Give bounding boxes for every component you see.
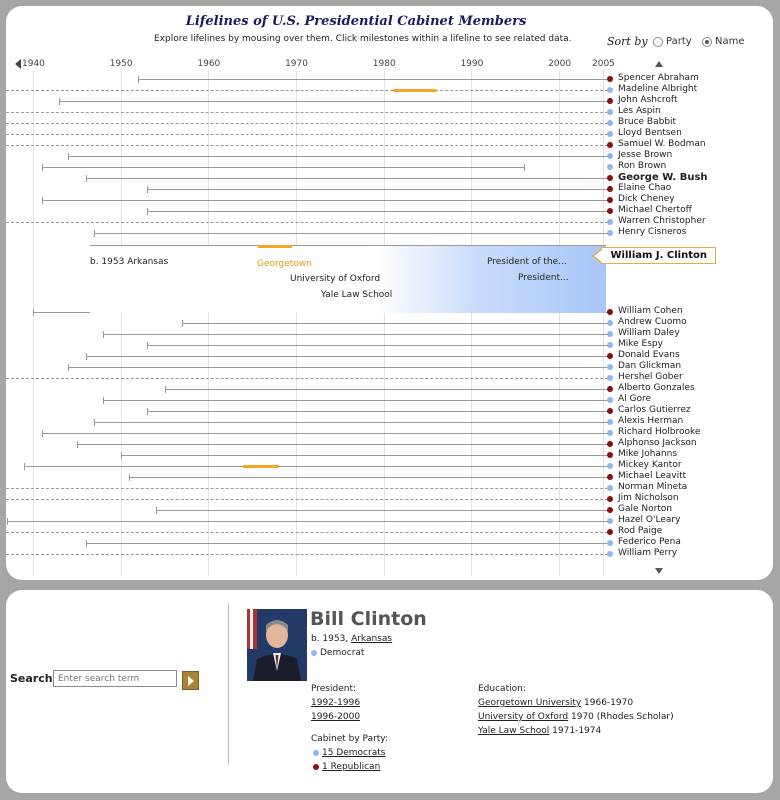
milestone-georgetown[interactable]: Georgetown (257, 259, 312, 269)
democrat-dot-icon (607, 153, 613, 159)
divider (228, 604, 229, 764)
lifeline-start-tick (86, 175, 87, 182)
portrait-photo (247, 609, 307, 681)
member-name-label[interactable]: Madeline Albright (618, 84, 698, 94)
lifeline-start-tick (165, 386, 166, 393)
republican-dot-icon (607, 142, 613, 148)
lifeline[interactable] (42, 200, 608, 201)
lifeline[interactable] (86, 356, 608, 357)
lifeline[interactable] (94, 422, 608, 423)
search-input[interactable] (53, 670, 177, 687)
member-name-label[interactable]: Mike Espy (618, 339, 663, 349)
year-label: 1960 (197, 59, 221, 69)
lifeline-start-tick (103, 331, 104, 338)
member-name-label[interactable]: Samuel W. Bodman (618, 139, 706, 149)
lifeline-start-tick (147, 186, 148, 193)
cabinet-republicans (313, 762, 380, 772)
lifeline-start-tick (86, 353, 87, 360)
republican-dot-icon (607, 474, 613, 480)
president-term-link[interactable]: 1996-2000 (311, 712, 361, 722)
member-name-label[interactable]: Hershel Gober (618, 372, 683, 382)
year-label: 2000 (548, 59, 572, 69)
member-name-label[interactable]: William Cohen (618, 306, 683, 316)
school-link[interactable]: Yale Law School (478, 726, 550, 736)
member-name-label[interactable]: Alphonso Jackson (618, 438, 697, 448)
year-label: 1980 (372, 59, 396, 69)
republican-dot-icon (607, 309, 613, 315)
lifeline-dashed[interactable] (6, 123, 608, 124)
democrat-dot-icon (607, 120, 613, 126)
lifeline-start-tick (42, 430, 43, 437)
lifeline[interactable] (182, 323, 608, 324)
lifeline-start-tick (68, 364, 69, 371)
member-name-label[interactable]: Jesse Brown (618, 150, 673, 160)
republican-dot-icon (607, 386, 613, 392)
member-name-label[interactable]: Donald Evans (618, 350, 680, 360)
cabinet-republicans-link[interactable]: 1 Republican (322, 762, 381, 772)
year-gridline (33, 71, 34, 576)
republican-dot-icon (607, 197, 613, 203)
democrat-dot-icon (607, 419, 613, 425)
lifeline[interactable] (129, 477, 608, 478)
democrat-dot-icon (607, 331, 613, 337)
lifeline[interactable] (103, 334, 608, 335)
democrat-dot-icon (607, 230, 613, 236)
democrat-dot-icon (607, 342, 613, 348)
member-name-label[interactable]: Dick Cheney (618, 194, 675, 204)
member-name: Bill Clinton (310, 608, 427, 630)
sort-label: Sort by (607, 35, 648, 48)
lifeline-start-tick (138, 76, 139, 83)
lifeline[interactable] (68, 156, 608, 157)
lifeline-start-tick (147, 342, 148, 349)
lifeline[interactable] (94, 233, 608, 234)
milestone-yale[interactable]: Yale Law School (321, 290, 393, 300)
milestone-highlight[interactable] (243, 465, 278, 468)
selected-member-callout[interactable]: William J. Clinton (601, 247, 716, 264)
lifeline[interactable] (77, 444, 608, 445)
member-name-label[interactable]: Michael Leavitt (618, 471, 687, 481)
member-name-label[interactable]: Alberto Gonzales (618, 383, 695, 393)
democrat-dot-icon (607, 364, 613, 370)
member-name-label[interactable]: Hazel O'Leary (618, 515, 681, 525)
milestone-oxford[interactable]: University of Oxford (290, 274, 381, 284)
member-name-label[interactable]: Jim Nicholson (618, 493, 679, 503)
lifeline[interactable] (147, 189, 608, 190)
milestone-president-2[interactable]: President... (518, 273, 569, 283)
republican-dot-icon (607, 408, 613, 414)
member-name-label[interactable]: Dan Glickman (618, 361, 682, 371)
member-name-label[interactable]: Spencer Abraham (618, 73, 699, 83)
lifeline[interactable] (138, 79, 608, 80)
lifeline-dashed[interactable] (6, 378, 608, 379)
year-label: 1970 (285, 59, 308, 69)
president-term-link[interactable]: 1992-1996 (311, 698, 361, 708)
details-panel (6, 590, 773, 793)
party-info: Democrat (311, 648, 364, 658)
lifeline[interactable] (86, 178, 608, 179)
cabinet-heading: Cabinet by Party: (311, 734, 389, 744)
democrat-dot-icon (607, 397, 613, 403)
lifeline-start-tick (94, 419, 95, 426)
lifeline-start-tick (59, 98, 60, 105)
lifeline-start-tick (68, 153, 69, 160)
member-name-label[interactable]: Alexis Herman (618, 416, 684, 426)
year-label: 1950 (109, 59, 133, 69)
member-name-label[interactable]: Richard Holbrooke (618, 427, 701, 437)
lifeline-dashed[interactable] (6, 145, 608, 146)
member-name-label[interactable]: Michael Chertoff (618, 205, 692, 215)
education-item: Georgetown University 1966-1970 (478, 698, 634, 708)
lifeline[interactable] (24, 466, 608, 467)
lifeline[interactable] (147, 211, 608, 212)
member-name-label[interactable]: Warren Christopher (618, 216, 706, 226)
lifeline-start-tick (24, 463, 25, 470)
lifeline[interactable] (121, 455, 608, 456)
lifeline[interactable] (42, 167, 524, 168)
republican-dot-icon (607, 76, 613, 82)
democrat-dot-icon (607, 485, 613, 491)
lifeline-dashed[interactable] (6, 90, 608, 91)
lifeline[interactable] (147, 411, 608, 412)
republican-dot-icon (607, 452, 613, 458)
republican-dot-icon (607, 496, 613, 502)
member-name-label[interactable]: Bruce Babbit (618, 117, 677, 127)
lifeline-start-tick (7, 518, 8, 525)
lifeline-start-tick (42, 164, 43, 171)
school-link[interactable]: Georgetown University (478, 698, 582, 708)
milestone-highlight[interactable] (393, 89, 437, 92)
year-label: 1990 (460, 59, 484, 69)
member-name-label[interactable]: Ron Brown (618, 161, 667, 171)
lifeline-start-tick (156, 507, 157, 514)
lifeline[interactable] (147, 345, 608, 346)
democrat-dot-icon (607, 430, 613, 436)
search-button[interactable] (182, 671, 199, 690)
timeline-panel (6, 6, 773, 580)
birthplace-link[interactable]: Arkansas (351, 634, 393, 644)
instructions: Explore lifelines by mousing over them. Click milestones within a lifeline to see related data. (154, 34, 572, 44)
member-name-label[interactable]: William Daley (618, 328, 680, 338)
lifeline-end-tick (524, 164, 525, 171)
lifeline-dashed[interactable] (6, 112, 608, 113)
democrat-dot-icon (313, 750, 319, 756)
democrat-dot-icon (607, 219, 613, 225)
lifeline-start-tick (77, 441, 78, 448)
lifeline[interactable] (86, 543, 608, 544)
school-link[interactable]: University of Oxford (478, 712, 569, 722)
milestone-bar[interactable] (258, 245, 292, 248)
member-name-label[interactable]: Al Gore (618, 394, 652, 404)
lifeline-dashed[interactable] (6, 134, 608, 135)
lifeline-dashed[interactable] (6, 532, 608, 533)
member-name-label[interactable]: Elaine Chao (618, 183, 672, 193)
lifeline-start-tick (86, 540, 87, 547)
year-gridline (121, 71, 122, 576)
member-name-label[interactable]: Mickey Kantor (618, 460, 682, 470)
education-item: Yale Law School 1971-1974 (478, 726, 602, 736)
democrat-dot-icon (311, 650, 317, 656)
callout-pointer-inner (594, 250, 602, 262)
member-name-label[interactable]: Andrew Cuomo (618, 317, 687, 327)
member-name-label[interactable]: Norman Mineta (618, 482, 688, 492)
lifeline-dashed[interactable] (6, 554, 608, 555)
democrat-dot-icon (607, 109, 613, 115)
lifeline[interactable] (42, 433, 608, 434)
cabinet-democrats-link[interactable]: 15 Democrats (322, 748, 386, 758)
birth-info: b. 1953, Arkansas (311, 634, 393, 644)
member-name-label[interactable]: Carlos Gutierrez (618, 405, 691, 415)
republican-dot-icon (607, 353, 613, 359)
member-name-label[interactable]: Rod Paige (618, 526, 663, 536)
member-name-label[interactable]: Les Aspin (618, 106, 661, 116)
lifeline-dashed[interactable] (6, 222, 608, 223)
lifeline[interactable] (103, 400, 608, 401)
member-name-label[interactable]: George W. Bush (618, 172, 708, 183)
search-label: Search (10, 672, 53, 685)
cabinet-democrats (313, 748, 385, 758)
lifeline[interactable] (7, 521, 608, 522)
republican-dot-icon (607, 529, 613, 535)
republican-dot-icon (607, 186, 613, 192)
republican-dot-icon (607, 208, 613, 214)
republican-dot-icon (313, 764, 319, 770)
democrat-dot-icon (607, 375, 613, 381)
president-heading: President: (311, 684, 357, 694)
sort-party-radio[interactable]: Party (653, 36, 692, 47)
lifeline-dashed[interactable] (6, 488, 608, 489)
member-name-label[interactable]: Gale Norton (618, 504, 673, 514)
democrat-dot-icon (607, 463, 613, 469)
arrow-right-icon (188, 676, 194, 686)
lifeline-start-tick (103, 397, 104, 404)
lifeline-start-tick (182, 320, 183, 327)
expanded-lifeline[interactable] (6, 245, 606, 312)
lifeline-start-tick (147, 208, 148, 215)
lifeline-dashed[interactable] (6, 499, 608, 500)
democrat-dot-icon (607, 131, 613, 137)
lifeline[interactable] (68, 367, 608, 368)
member-name-label[interactable]: John Ashcroft (618, 95, 678, 105)
lifeline[interactable] (165, 389, 608, 390)
democrat-dot-icon (607, 540, 613, 546)
democrat-dot-icon (607, 87, 613, 93)
milestone-president-1[interactable]: President of the... (487, 257, 567, 267)
republican-dot-icon (607, 175, 613, 181)
republican-dot-icon (607, 441, 613, 447)
democrat-dot-icon (607, 164, 613, 170)
education-item: University of Oxford 1970 (Rhodes Scholar) (478, 712, 674, 722)
page-title: Lifelines of U.S. Presidential Cabinet Members (185, 14, 527, 29)
republican-dot-icon (607, 98, 613, 104)
sort-name-radio[interactable]: Name (702, 36, 745, 47)
member-name-label[interactable]: William Perry (618, 548, 678, 558)
member-name-label[interactable]: Mike Johanns (618, 449, 678, 459)
education-heading: Education: (478, 684, 526, 694)
republican-dot-icon (607, 507, 613, 513)
democrat-dot-icon (607, 518, 613, 524)
lifeline-start-tick (129, 474, 130, 481)
lifeline-start-tick (94, 230, 95, 237)
member-name-label[interactable]: Federico Pena (618, 537, 681, 547)
lifeline[interactable] (156, 510, 608, 511)
member-name-label[interactable]: Henry Cisneros (618, 227, 687, 237)
lifeline-start-tick (121, 452, 122, 459)
democrat-dot-icon (607, 551, 613, 557)
democrat-dot-icon (607, 320, 613, 326)
year-label: 1940 (22, 59, 45, 69)
lifeline[interactable] (59, 101, 608, 102)
year-label: 2005 (592, 59, 615, 69)
birth-label: b. 1953 Arkansas (90, 257, 169, 267)
lifeline-start-tick (42, 197, 43, 204)
member-name-label[interactable]: Lloyd Bentsen (618, 128, 682, 138)
lifeline-start-tick (147, 408, 148, 415)
